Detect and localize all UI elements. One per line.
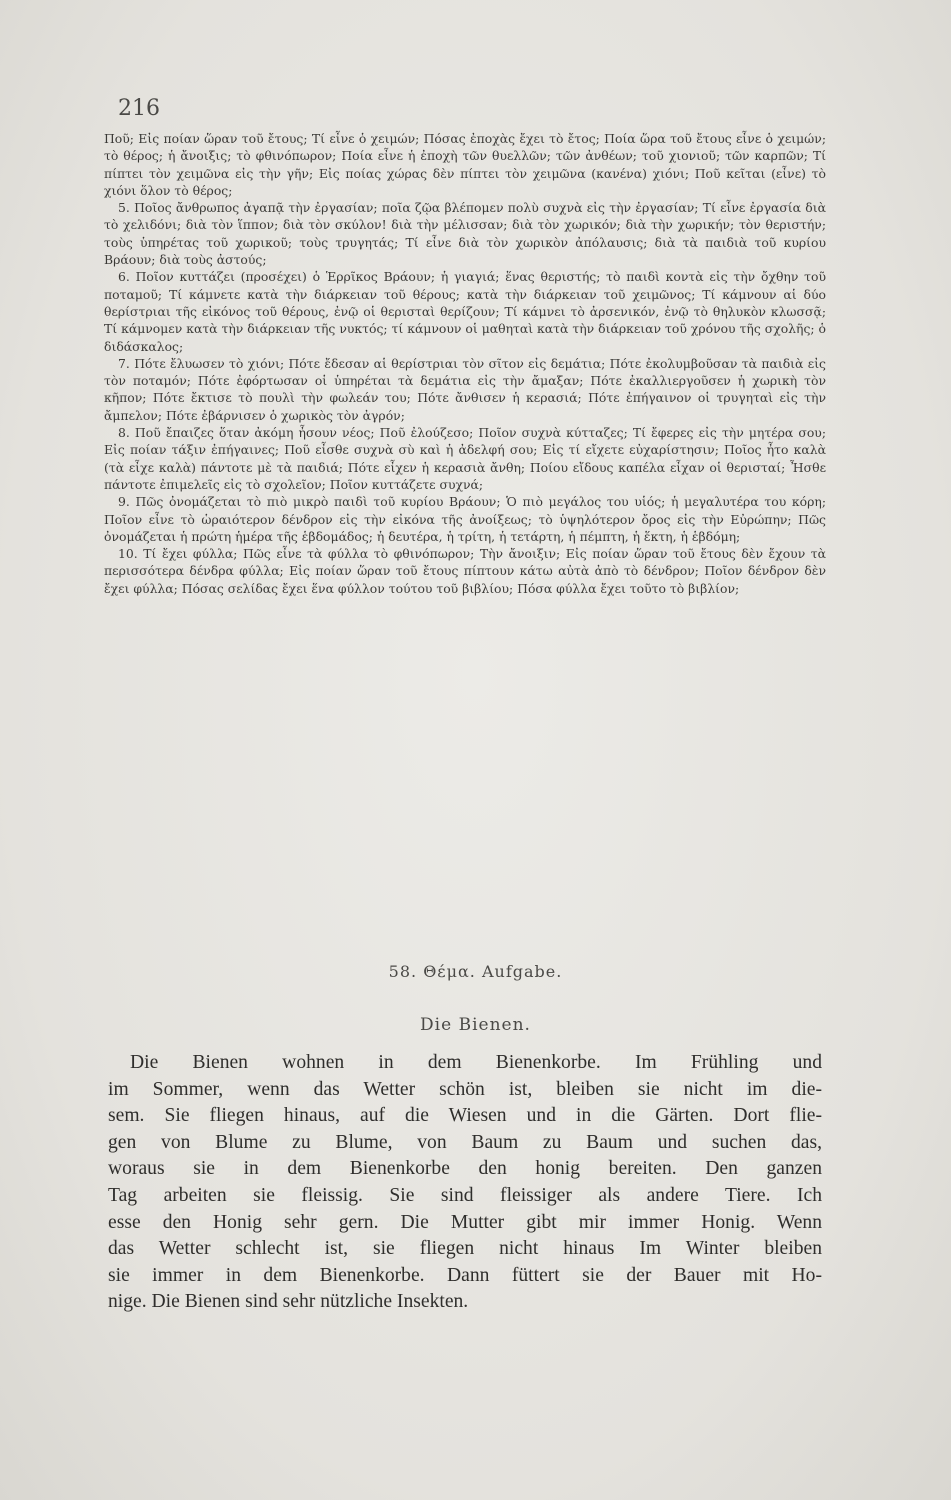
- german-line: nige. Die Bienen sind sehr nützliche Insekten.: [108, 1291, 469, 1313]
- german-line: sie immer in dem Bienenkorbe. Dann füttert sie der Bauer mit Ho-: [108, 1264, 822, 1286]
- greek-paragraph: 7. Πότε ἔλυωσεν τὸ χιόνι; Πότε ἔδεσαν αἱ θερίστριαι τὸν σῖτον εἰς δεμάτια; Πότε ἐκολυμβοῦσαν τὰ παιδιὰ εἰς τὸν ποταμόν; Πότε ἐφόρτωσαν οἱ ὑπηρέται τὰ δεμάτια εἰς τὴν ἄμαξαν; Πότε ἐκαλλιεργοῦσεν ἡ χωρικὴ τὸν κῆπον; Πότε ἔκτισε τὸ πουλὶ τὴν φωλεάν του; Πότε ἄνθισεν ἡ κερασιά; Πότε ἐπήγαινον οἱ τρυγηταὶ εἰς τὴν ἄμπελον; Πότε ἐβάρνισεν ὁ χωρικὸς τὸν ἀγρόν;: [104, 355, 826, 423]
- german-text: [108, 1050, 822, 1316]
- page-number: 216: [118, 96, 160, 121]
- greek-paragraph: 10. Τί ἔχει φύλλα; Πῶς εἶνε τὰ φύλλα τὸ φθινόπωρον; Τὴν ἄνοιξιν; Εἰς ποίαν ὥραν τοῦ ἔτους δὲν ἔχουν τὰ περισσότερα δένδρα φύλλα; Εἰς ποίαν ὥραν τοῦ ἔτους πίπτουν κάτω αὐτὰ ἀπὸ τὸ δένδρον; Ποῖον δένδρον δὲν ἔχει φύλλα; Πόσας σελίδας ἔχει ἕνα φύλλον τούτου τοῦ βιβλίου; Πόσα φύλλα ἔχει τοῦτο τὸ βιβλίον;: [104, 546, 826, 596]
- german-line: sem. Sie fliegen hinaus, auf die Wiesen und in die Gärten. Dort flie-: [108, 1105, 822, 1127]
- section-heading: 58. Θέμα. Aufgabe.: [388, 962, 563, 981]
- greek-paragraph: 5. Ποῖος ἄνθρωπος ἀγαπᾷ τὴν ἐργασίαν; ποῖα ζῷα βλέπομεν πολὺ συχνὰ εἰς τὴν ἐργασίαν; Τί εἶνε ἐργασία διὰ τὸ χελιδόνι; διὰ τὸν ἵππον; διὰ τὸν σκύλον! διὰ τὴν μέλισσαν; διὰ τὸν χωρικόν; διὰ τὴν χωρικήν; τὸν θεριστήν; τοὺς ὑπηρέτας τοῦ χωρικοῦ; τοὺς τρυγητάς; Τί εἶνε διὰ τὸν χωρικὸν ἀπόλαυσις; διὰ τὰ παιδιὰ τοῦ κυρίου Βράουν; διὰ τοὺς ἀστούς;: [104, 200, 826, 268]
- german-line: gen von Blume zu Blume, von Baum zu Baum und suchen das,: [108, 1131, 822, 1153]
- greek-paragraph: Ποῦ; Εἰς ποίαν ὥραν τοῦ ἔτους; Τί εἶνε ὁ χειμών; Πόσας ἐποχὰς ἔχει τὸ ἔτος; Ποία ὥρα τοῦ ἔτους εἶνε ὁ χειμών; τὸ θέρος; ἡ ἄνοιξις; τὸ φθινόπωρον; Ποία εἶνε ἡ ἐποχὴ τῶν θυελλῶν; τῶν ἀνθέων; τοῦ χιονιοῦ; τῶν καρπῶν; Τί πίπτει τὸν χειμῶνα εἰς τὴν γῆν; Εἰς ποίας χώρας δὲν πίπτει τὸν χειμῶνα (κανένα) χιόνι; Ποῦ κεῖται (εἶνε) τὸ χιόνι ὅλον τὸ θέρος;: [104, 131, 826, 198]
- german-line: Tag arbeiten sie fleissig. Sie sind fleissiger als andere Tiere. Ich: [108, 1184, 822, 1206]
- greek-paragraph: 9. Πῶς ὀνομάζεται τὸ πιὸ μικρὸ παιδὶ τοῦ κυρίου Βράουν; Ὁ πιὸ μεγάλος του υἱός; ἡ μεγαλυτέρα του κόρη; Ποῖον εἶνε τὸ ὡραιότερον δένδρον εἰς τὴν εἰκόνα τῆς ἀνοίξεως; τὸ ὑψηλότερον ὄρος εἰς τὴν Εὐρώπην; Πῶς ὀνομάζεται ἡ πρώτη ἡμέρα τῆς ἑβδομάδος; ἡ δευτέρα, ἡ τρίτη, ἡ τετάρτη, ἡ πέμπτη, ἡ ἕκτη, ἡ ἑβδόμη;: [104, 494, 826, 544]
- german-line: esse den Honig sehr gern. Die Mutter gibt mir immer Honig. Wenn: [108, 1211, 822, 1233]
- greek-exercise-text: [104, 130, 826, 597]
- german-line: das Wetter schlecht ist, sie fliegen nicht hinaus Im Winter bleiben: [108, 1238, 822, 1260]
- greek-paragraph: 6. Ποῖον κυττάζει (προσέχει) ὁ Ἑρρῖκος Βράουν; ἡ γιαγιά; ἕνας θεριστής; τὸ παιδὶ κοντὰ εἰς τὴν ὄχθην τοῦ ποταμοῦ; Τί κάμνετε κατὰ τὴν διάρκειαν τοῦ θέρους; κατὰ τὴν διάρκειαν τοῦ χειμῶνος; Τί κάμνουν αἱ δύο θερίστριαι τῆς εἰκόνος τοῦ θέρους, ἐνῷ οἱ θερισταὶ θερίζουν; Τί κάμνει τὸ ἀρσενικόν, ἐνῷ τὸ θηλυκὸν κλωσσᾷ; Τί κάμνομεν κατὰ τὴν διάρκειαν τῆς νυκτός; τί κάμνουν οἱ μαθηταὶ κατὰ τὴν διάρκειαν τοῦ χρόνου τῆς σχολῆς; ὁ διδάσκαλος;: [104, 269, 826, 354]
- section-subheading: Die Bienen.: [420, 1015, 531, 1035]
- greek-paragraph: 8. Ποῦ ἔπαιζες ὅταν ἀκόμη ἦσουν νέος; Ποῦ ἐλούζεσο; Ποῖον συχνὰ κύτταζες; Τί ἔφερες εἰς τὴν μητέρα σου; Εἰς ποίαν τάξιν ἐπήγαινες; Ποῦ εἶσθε συχνὰ σὺ καὶ ἡ ἀδελφή σου; Εἰς τί εἴχετε εὐχαρίστησιν; Ποῖος ἦτο καλὰ (τὰ εἶχε καλὰ) πάντοτε μὲ τὰ παιδιά; Πότε εἶχεν ἡ κερασιὰ ἄνθη; Ποίου εἴδους καπέλα εἶχαν οἱ θερισταί; Ἦσθε πάντοτε ἐπιμελεῖς εἰς τὸ σχολεῖον; Ποῖον κυττάζετε συχνά;: [104, 425, 826, 492]
- german-line: Die Bienen wohnen in dem Bienenkorbe. Im Frühling und: [130, 1052, 822, 1073]
- german-line: woraus sie in dem Bienenkorbe den honig bereiten. Den ganzen: [108, 1158, 822, 1180]
- german-line: im Sommer, wenn das Wetter schön ist, bleiben sie nicht im die-: [108, 1078, 822, 1100]
